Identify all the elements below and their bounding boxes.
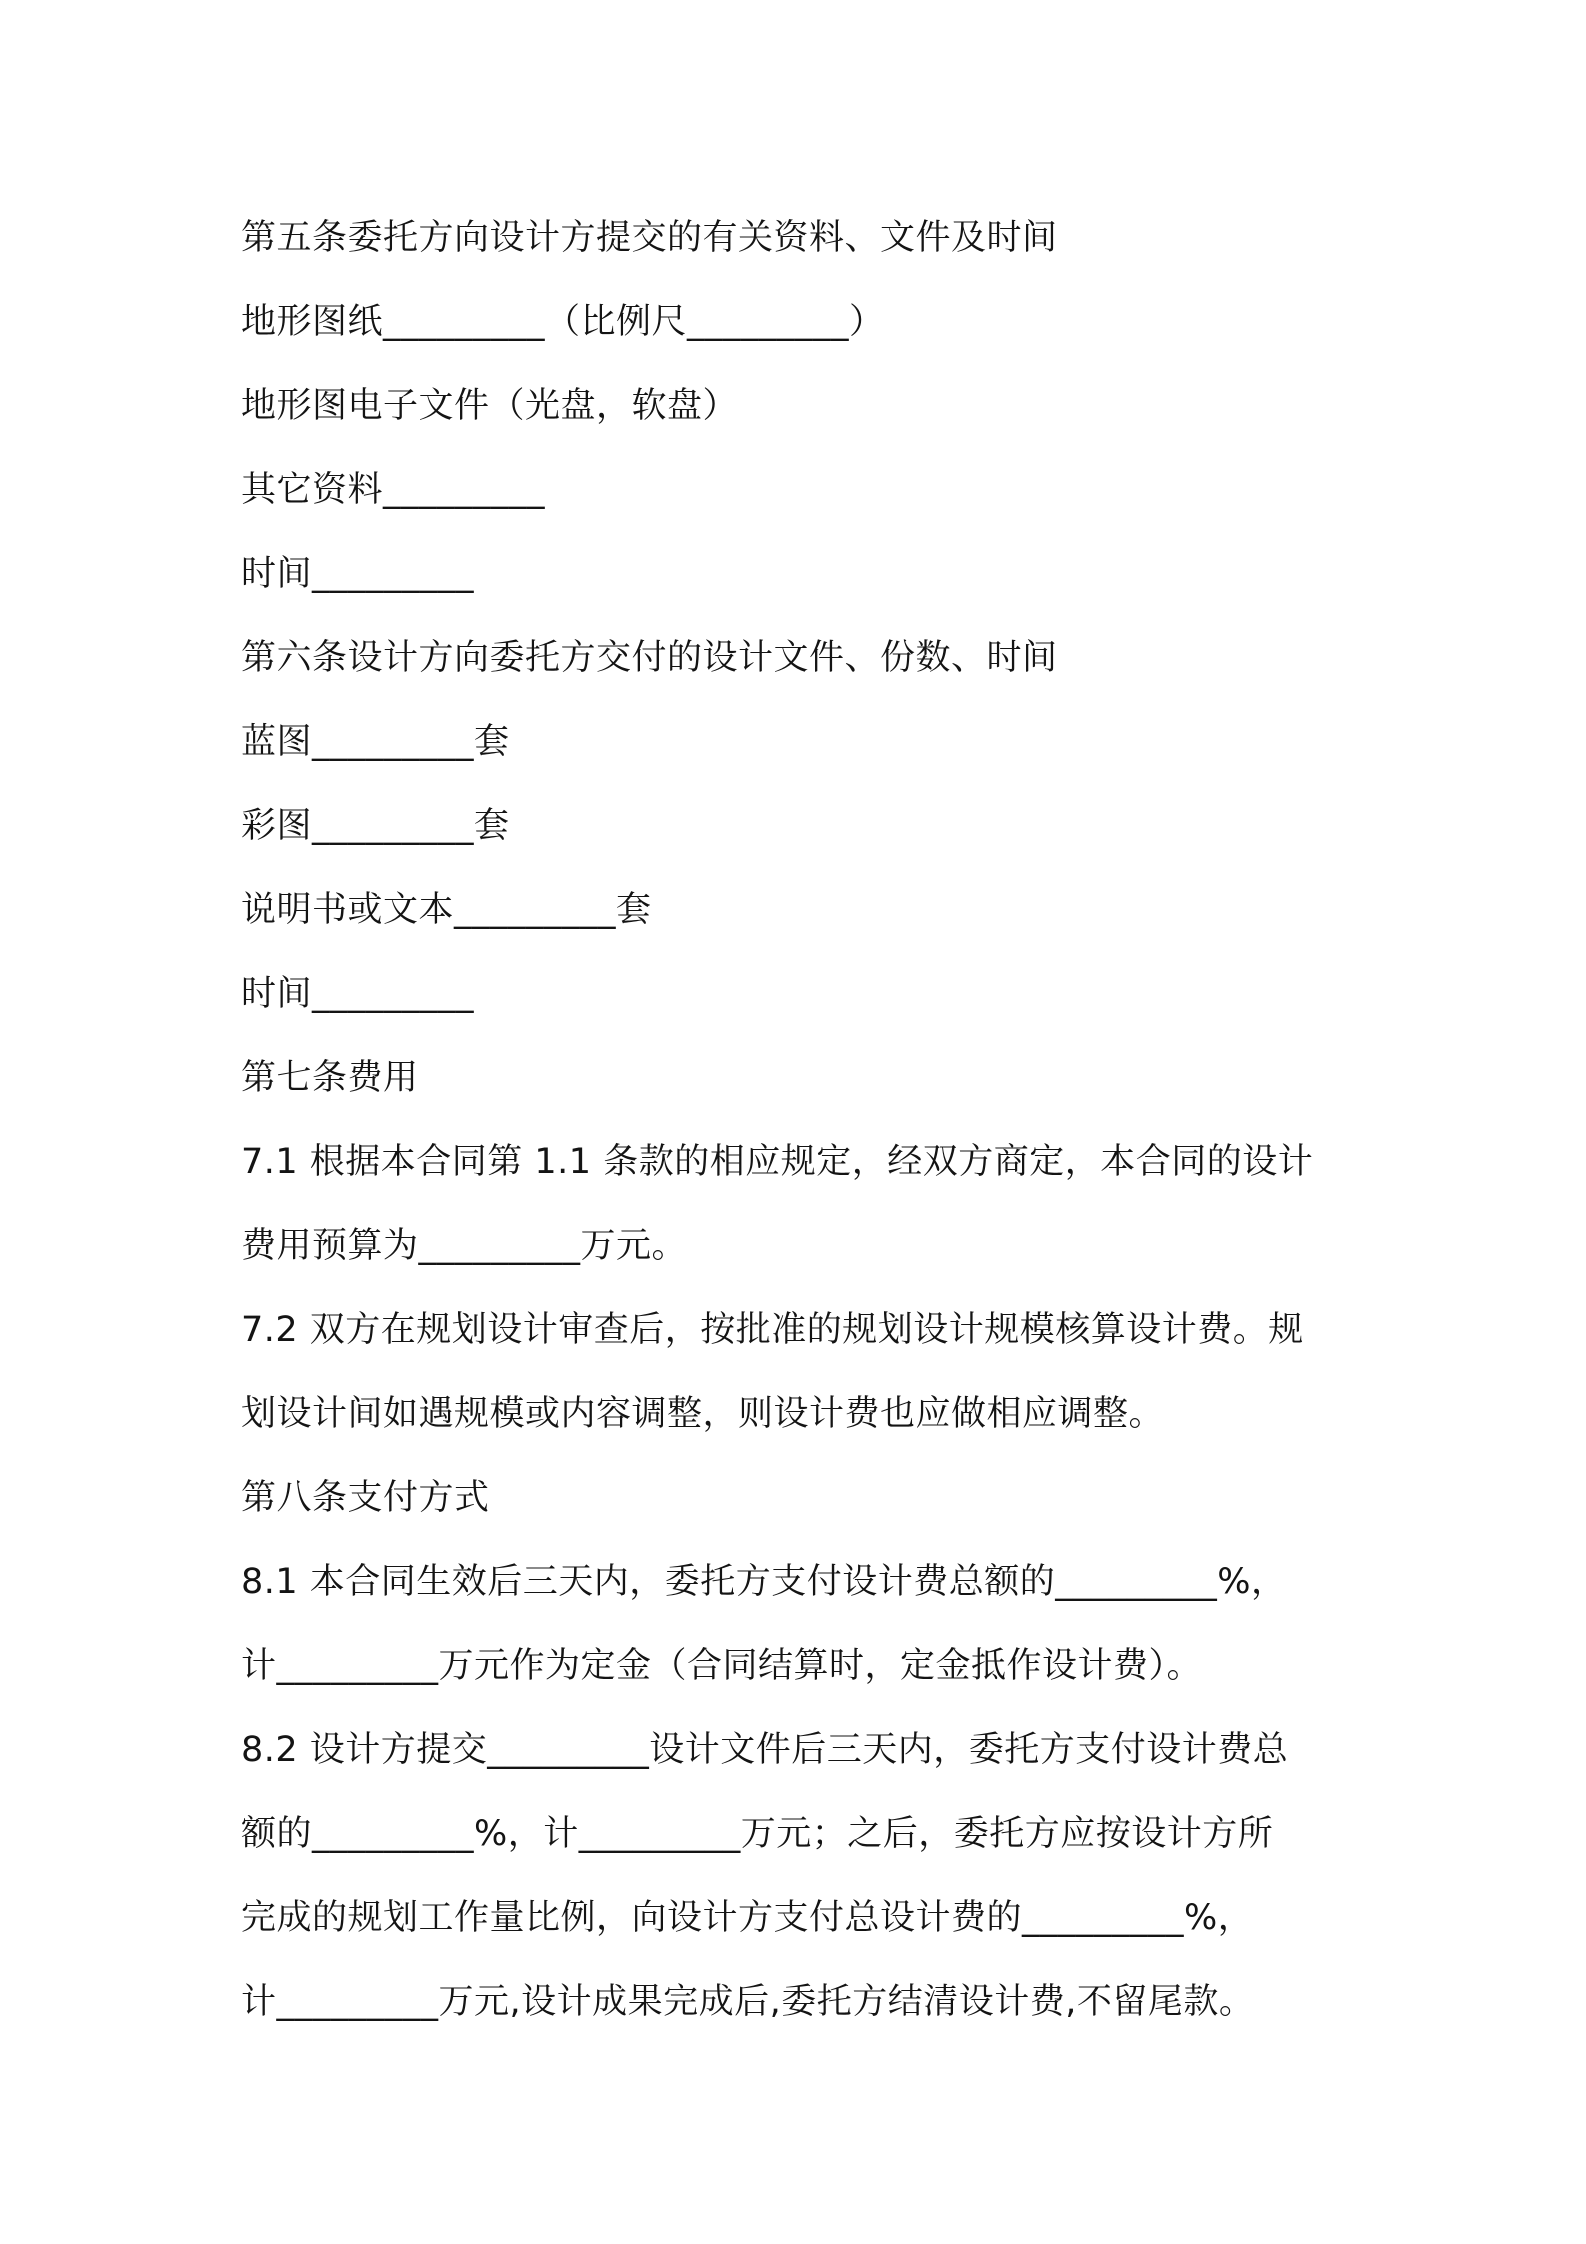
clause-8-1-line-1: 8.1 本合同生效后三天内，委托方支付设计费总额的_________%， [241, 1562, 1287, 1602]
clause-8-1-line-2: 计_________万元作为定金（合同结算时，定金抵作设计费）。 [241, 1646, 1203, 1686]
manual-text-sets-line: 说明书或文本_________套 [241, 890, 652, 930]
article-7-heading: 第七条费用 [241, 1058, 419, 1098]
clause-7-1-line-1: 7.1 根据本合同第 1.1 条款的相应规定，经双方商定，本合同的设计 [241, 1142, 1314, 1182]
clause-8-2-line-1: 8.2 设计方提交_________设计文件后三天内，委托方支付设计费总 [241, 1730, 1289, 1770]
clause-8-2-line-2: 额的_________%，计_________万元；之后，委托方应按设计方所 [241, 1814, 1274, 1854]
clause-7-2-line-2: 划设计间如遇规模或内容调整，则设计费也应做相应调整。 [241, 1394, 1165, 1434]
terrain-electronic-file-line: 地形图电子文件（光盘，软盘） [241, 386, 739, 426]
terrain-drawing-line: 地形图纸_________（比例尺_________） [241, 302, 885, 342]
article-8-heading: 第八条支付方式 [241, 1478, 490, 1518]
clause-7-1-line-2: 费用预算为_________万元。 [241, 1226, 688, 1266]
clause-8-2-line-4: 计_________万元,设计成果完成后,委托方结清设计费,不留尾款。 [241, 1982, 1255, 2022]
clause-7-2-line-1: 7.2 双方在规划设计审查后，按批准的规划设计规模核算设计费。规 [241, 1310, 1304, 1350]
other-materials-line: 其它资料_________ [241, 470, 546, 510]
article-5-heading: 第五条委托方向设计方提交的有关资料、文件及时间 [241, 218, 1058, 258]
blueprint-sets-line: 蓝图_________套 [241, 722, 510, 762]
submission-time-line: 时间_________ [241, 554, 475, 594]
color-print-sets-line: 彩图_________套 [241, 806, 510, 846]
clause-8-2-line-3: 完成的规划工作量比例，向设计方支付总设计费的_________%， [241, 1898, 1254, 1938]
article-6-heading: 第六条设计方向委托方交付的设计文件、份数、时间 [241, 638, 1058, 678]
document-body [241, 196, 1361, 2044]
delivery-time-line: 时间_________ [241, 974, 475, 1014]
